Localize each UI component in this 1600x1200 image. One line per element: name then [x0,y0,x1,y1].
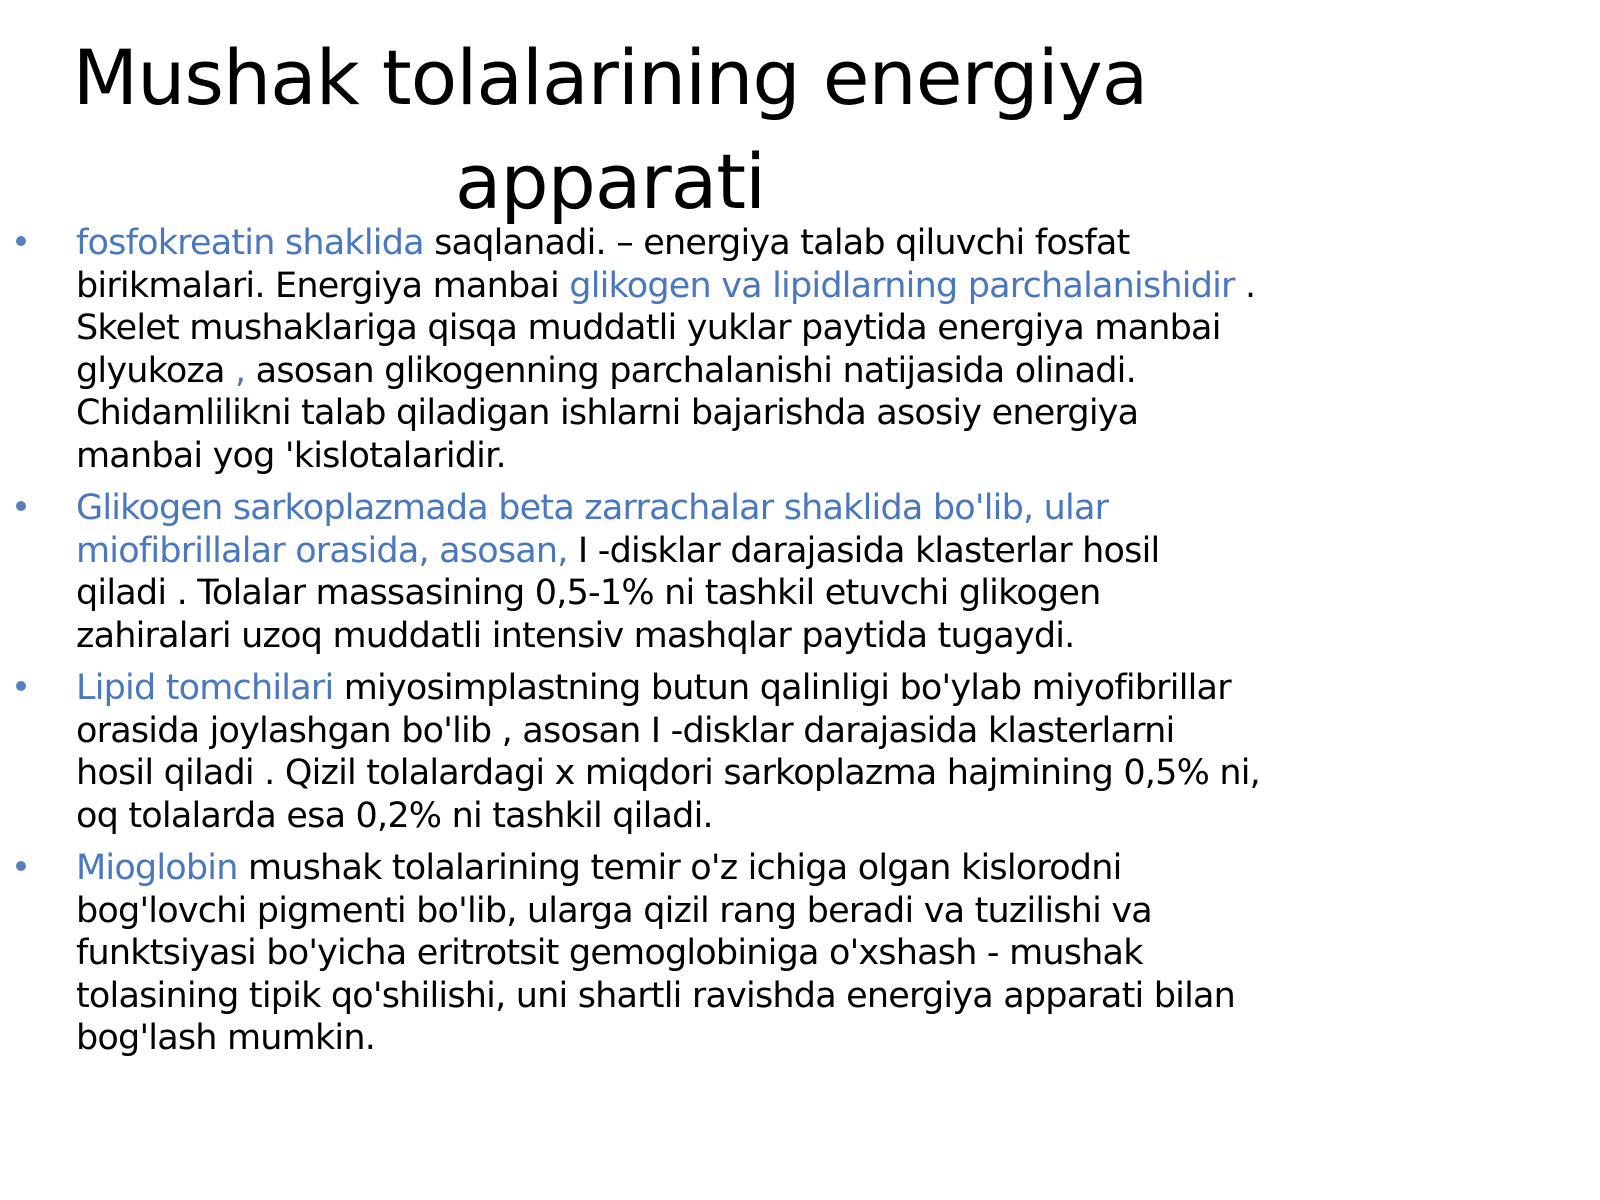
bullet-segment: Glikogen sarkoplazmada beta zarrachalar shaklida bo'lib, ular miofibrillalar orasida, asosan, [76,488,1109,571]
bullet-segment: Mioglobin [76,848,238,888]
bullet-segment: miyosimplastning butun qalinligi bo'ylab miyofibrillar orasida joylashgan bo'lib , asosan I -disklar darajasida klasterlarni hosil qiladi . Qizil tolalardagi x miqdori sarkoplazma hajmining 0,5% ni, oq tolalarda esa 0,2% ni tashkil qiladi. [76,668,1260,836]
bullet-dot-icon [16,236,26,246]
bullet-segment: asosan glikogenning parchalanishi natijasida olinadi. Chidamlilikni talab qiladigan ishlarni bajarishda asosiy energiya manbai yog 'kislotalaridir. [76,350,1139,476]
bullet-list [0,222,1260,1070]
bullet-segment: glikogen va lipidlarning parchalanishidir [569,265,1235,306]
bullet-segment: I -disklar darajasida klasterlar hosil qiladi . Tolalar massasining 0,5-1% ni tashkil etuvchi glikogen zahiralari uzoq muddatli intensiv mashqlar paytida tugaydi. [76,530,1160,656]
bullet-dot-icon [16,501,26,511]
title-line-1: Mushak tolalarining energiya [72,33,1148,122]
bullet-segment: fosfokreatin shaklida [76,223,424,263]
bullet-dot-icon [16,681,26,691]
bullet-segment: Lipid tomchilari [76,668,334,708]
bullet-item [0,667,1260,837]
slide-title [0,26,1220,234]
title-line-2: apparati [454,137,766,226]
bullet-item [0,222,1260,477]
bullet-segment: . Skelet mushaklariga qisqa muddatli yuklar paytida energiya manbai glyukoza [76,265,1256,391]
bullet-segment: mushak tolalarining temir o'z ichiga olgan kislorodni bog'lovchi pigmenti bo'lib, ularga qizil rang beradi va tuzilishi va funktsiyasi bo'yicha eritrotsit gemoglobiniga o'xshash - mushak tolasining tipik qo'shilishi, uni shartli ravishda energiya apparati bilan bog'lash mumkin. [76,848,1236,1058]
bullet-dot-icon [16,861,26,871]
bullet-segment: , [235,350,246,391]
bullet-item [0,487,1260,657]
bullet-item [0,847,1260,1060]
bullet-segment: saqlanadi. – energiya talab qiluvchi fosfat birikmalari. Energiya manbai [76,223,1130,306]
